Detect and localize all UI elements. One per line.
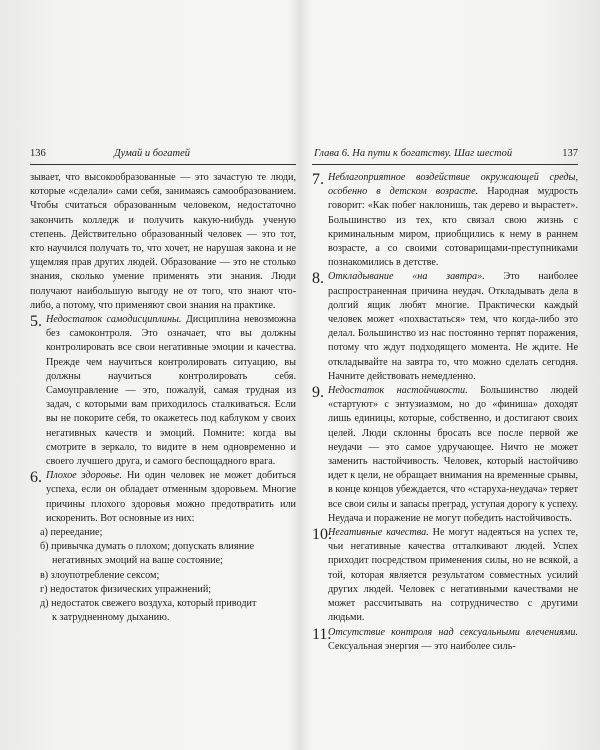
item-number: 5.: [30, 313, 42, 331]
item-number: 11.: [312, 625, 332, 643]
running-title: Глава 6. На пути к богатству. Шаг шестой: [314, 148, 513, 159]
item-number: 10.: [312, 526, 332, 544]
item-text: Сексуальная энергия — это наиболее силь-: [328, 640, 516, 652]
page-number: 137: [562, 148, 578, 159]
item-title: Откладывание «на завтра».: [328, 271, 485, 283]
running-title: Думай и богатей: [114, 148, 191, 159]
item-title: Плохое здоровье.: [46, 470, 123, 482]
sub-item-continuation: к затрудненному дыханию.: [52, 612, 170, 624]
item-title: Недостаток самодисциплины.: [46, 314, 182, 326]
list-item: [312, 384, 578, 526]
list-item: [30, 469, 296, 526]
list-item: [30, 313, 296, 469]
sub-list: [30, 526, 296, 625]
item-text: Это наиболее распространенная причина неудач. Откладывать дела в долгий ящик любят многие. Практически каждый человек может «похвастаться» тем, что когда-либо это делал. Большинство из нас постоянно терпят поражения, потому что ждут подходящего момента. Не ждите. Не откладывайте на завтра то, что можно сделать сегодня. Начните действовать немедленно.: [328, 271, 578, 382]
item-text: Большинство людей «стартуют» с энтузиазмом, но до «финиша» доходят лишь единицы, которые, собственно, и достигают своих целей. Люди склонны бросать все после первой же неудачи — это самое удручающее. Ничто не может заменить настойчивость. Человек, который настойчиво идет к цели, не обращает внимания на временные срывы, в конце концов убеждается, что «старуха-неудача» теряет все свои силы и запасы преград, уступая дорогу к успеху. Неудача и поражение не могут победить настойчивость.: [328, 385, 578, 524]
item-number: 9.: [312, 384, 324, 402]
paragraph: зывает, что высокообразованные — это зачастую те люди, которые «сделали» сами себя, занимаясь самообразованием. Чтобы считаться образованным человеком, недостаточно закончить колледж и получить какую-нибудь ученую степень. Действительно образованный человек — это тот, кто научился получать то, что хочет, не нарушая закона и не ущемляя прав других людей. Образование — это не столько знания, сколько умение применять эти знания. Люди получают наибольшую выгоду не от того, что знают что-либо, а потому, что применяют свои знания на практике.: [30, 172, 296, 311]
sub-item: а) переедание;: [40, 527, 103, 539]
left-page-body: [30, 171, 296, 626]
list-item: [312, 526, 578, 625]
item-number: 6.: [30, 469, 42, 487]
item-text: Ни один человек не может добиться успеха, если он обладает отменным здоровьем. Многие причины плохого здоровья можно предотвратить или искоренить. Вот основные из них:: [46, 470, 296, 524]
right-page-header: [312, 148, 578, 165]
sub-item: д) недостаток свежего воздуха, который приводит: [40, 598, 257, 610]
left-page: [30, 148, 296, 626]
sub-item: б) привычка думать о плохом; допускать влияние: [40, 541, 254, 553]
list-item: [312, 171, 578, 270]
sub-item: в) злоупотребление сексом;: [40, 569, 160, 581]
left-page-header: [30, 148, 296, 165]
item-title: Неблагоприятное воздействие окружающей среды, особенно в детском возрасте.: [328, 172, 578, 198]
item-title: Недостаток настойчивости.: [328, 385, 468, 397]
item-title: Негативные качества.: [328, 527, 429, 539]
right-page-body: [312, 171, 578, 654]
item-title: Отсутствие контроля над сексуальными влечениями.: [328, 626, 578, 638]
item-text: Народная мудрость говорит: «Как побег наклонишь, так дерево и вырастет». Большинство из тех, кто связал свою жизнь с криминальным миром, приобщились к нему в раннем возрасте, а со своими сотоварищами-преступниками познакомились в детстве.: [328, 186, 578, 269]
right-page: [312, 148, 578, 654]
list-item: [312, 270, 578, 384]
item-text: Дисциплина невозможна без самоконтроля. Это означает, что вы должны контролировать все свои негативные эмоции и качества. Прежде чем научиться контролировать ситуацию, вы должны научиться контролировать себя. Самоуправление — это, пожалуй, самая трудная из задач, с которыми вам приходилось сталкиваться. Если вы не покорите себя, то окажетесь под каблуком у своих негативных качеств и эмоций. Помните: когда вы смотрите в зеркало, то видите в нем одновременно и своего лучшего друга, и самого беспощадного врага.: [46, 314, 296, 468]
page-number: 136: [30, 148, 46, 159]
list-item: [312, 626, 578, 654]
item-number: 7.: [312, 171, 324, 188]
item-text: Не могут надеяться на успех те, чьи негативные качества отталкивают людей. Успех приходит посредством применения силы, но не всякой, а той, которая является результатом совместных усилий других людей. Человек с негативными качествами не может рассчитывать на сотрудничество с другими людьми.: [328, 527, 578, 624]
item-number: 8.: [312, 270, 324, 288]
sub-item: г) недостаток физических упражнений;: [40, 583, 212, 595]
sub-item-continuation: негативных эмоций на ваше состояние;: [52, 555, 223, 567]
